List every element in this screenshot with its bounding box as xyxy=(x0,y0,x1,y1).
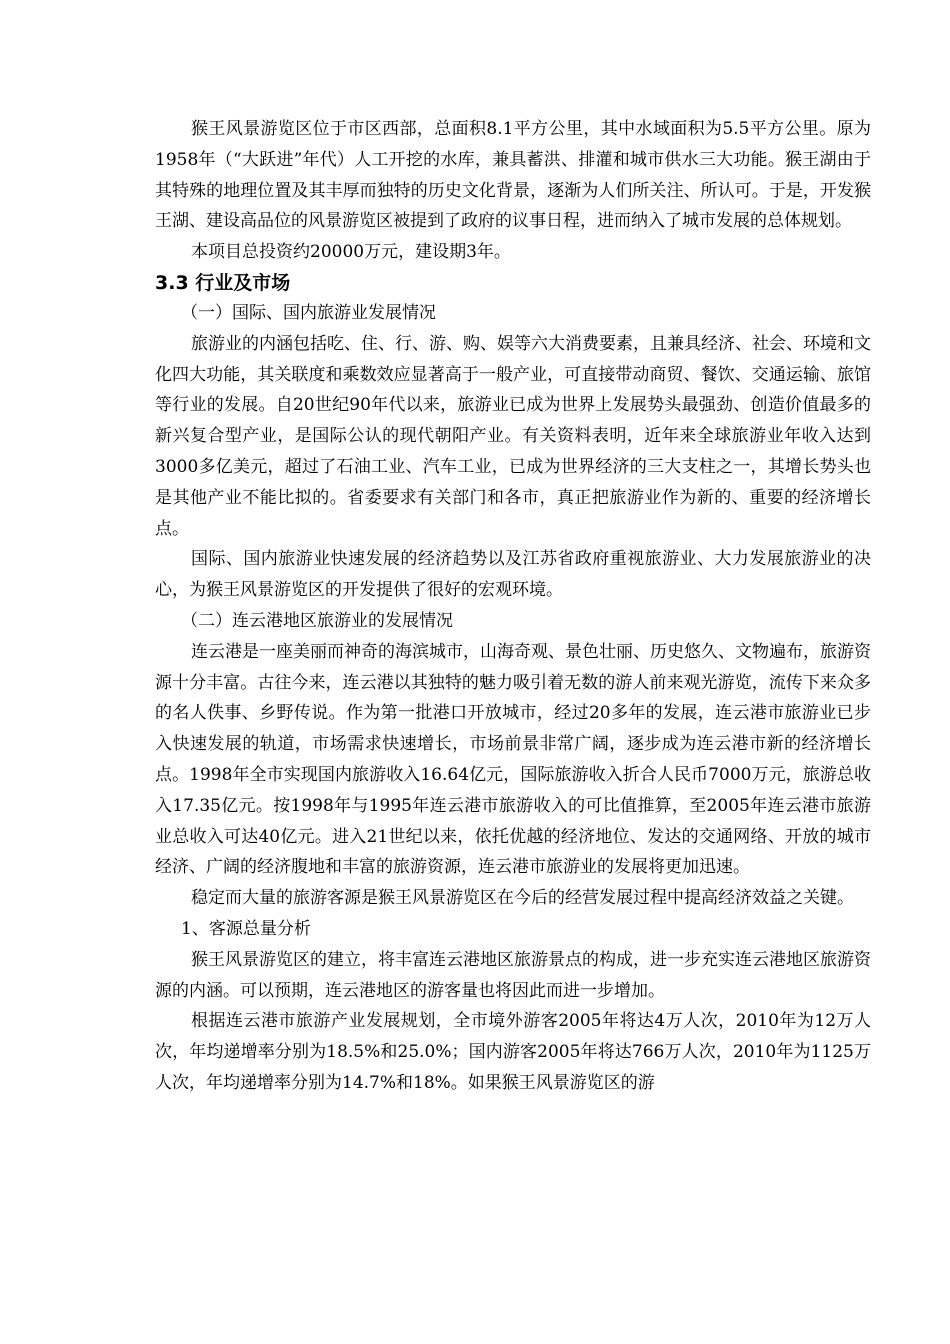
paragraph-lianyungang-development: 连云港是一座美丽而神奇的海滨城市，山海奇观、景色壮丽、历史悠久、文物遍布，旅游资源十分丰富。古往今来，连云港以其独特的魅力吸引着无数的游人前来观光游览，流传下来众多的名人佚事、乡野传说。作为第一批港口开放城市，经过20多年的发展，连云港市旅游业已步入快速发展的轨道，市场需求快速增长，市场前景非常广阔，逐步成为连云港市新的经济增长点。1998年全市实现国内旅游收入16.64亿元，国际旅游收入折合人民币7000万元，旅游总收入17.35亿元。按1998年与1995年连云港市旅游收入的可比值推算，至2005年连云港市旅游业总收入可达40亿元。进入21世纪以来，依托优越的经济地位、发达的交通网络、开放的城市经济、广阔的经济腹地和丰富的旅游资源，连云港市旅游业的发展将更加迅速。 xyxy=(155,641,871,878)
paragraph-tourism-industry: 旅游业的内涵包括吃、住、行、游、购、娱等六大消费要素，且兼具经济、社会、环境和文化四大功能，其关联度和乘数效应显著高于一般产业，可直接带动商贸、餐饮、交通运输、旅馆等行业的发展。自20世纪90年代以来，旅游业已成为世界上发展势头最强劲、创造价值最多的新兴复合型产业，是国际公认的现代朝阳产业。有关资料表明，近年来全球旅游业年收入达到3000多亿美元，超过了石油工业、汽车工业，已成为世界经济的三大支柱之一，其增长势头也是其他产业不能比拟的。省委要求有关部门和各市，真正把旅游业作为新的、重要的经济增长点。 xyxy=(155,333,871,539)
subheading-visitor-volume: 1、客源总量分析 xyxy=(181,918,311,939)
paragraph-site-overview: 猴王风景游览区位于市区西部，总面积8.1平方公里，其中水域面积为5.5平方公里。原为1958年（“大跃进”年代）人工开挖的水库，兼具蓄洪、排灌和城市供水三大功能。猴王湖由于其特殊的地理位置及其丰厚而独特的历史文化背景，逐渐为人们所关注、所认可。于是，开发猴王湖、建设高品位的风景游览区被提到了政府的议事日程，进而纳入了城市发展的总体规划。 xyxy=(155,119,871,232)
document-page xyxy=(155,114,871,1099)
section-heading: 3.3 行业及市场 xyxy=(155,271,291,294)
paragraph-visitor-growth: 猴王风景游览区的建立，将丰富连云港地区旅游景点的构成，进一步充实连云港地区旅游资源的内涵。可以预期，连云港地区的游客量也将因此而进一步增加。 xyxy=(155,949,871,1001)
paragraph-tourist-source: 稳定而大量的旅游客源是猴王风景游览区在今后的经营发展过程中提高经济效益之关键。 xyxy=(191,888,854,909)
subheading-lianyungang-tourism: （二）连云港地区旅游业的发展情况 xyxy=(181,610,453,631)
paragraph-macro-environment: 国际、国内旅游业快速发展的经济趋势以及江苏省政府重视旅游业、大力发展旅游业的决心，为猴王风景游览区的开发提供了很好的宏观环境。 xyxy=(155,549,871,601)
paragraph-tourism-plan: 根据连云港市旅游产业发展规划，全市境外游客2005年将达4万人次，2010年为12万人次，年均递增率分别为18.5%和25.0%；国内游客2005年将达766万人次，2010年为1125万人次，年均递增率分别为14.7%和18%。如果猴王风景游览区的游 xyxy=(155,1011,871,1093)
subheading-international-domestic: （一）国际、国内旅游业发展情况 xyxy=(181,302,436,323)
paragraph-investment: 本项目总投资约20000万元，建设期3年。 xyxy=(191,242,511,263)
